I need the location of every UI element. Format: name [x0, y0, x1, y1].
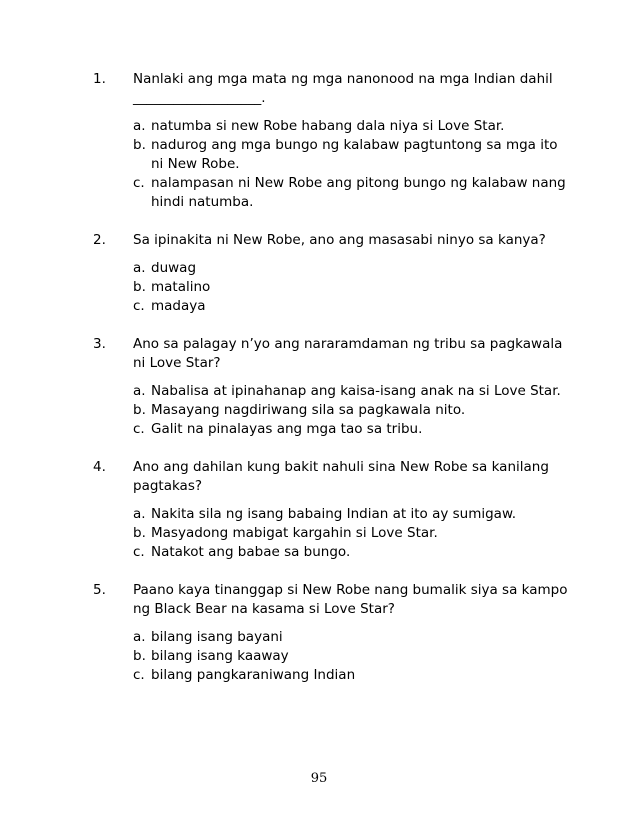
choice-letter: a. [133, 118, 146, 134]
choice-letter: b. [133, 648, 146, 664]
choice-text: Galit na pinalayas ang mga tao sa tribu. [151, 421, 423, 437]
choice-letter: c. [133, 421, 145, 437]
choice-c [133, 543, 573, 562]
choice-letter: b. [133, 402, 146, 418]
choice-b [133, 647, 573, 666]
choice-text: nadurog ang mga bungo ng kalabaw pagtuntong sa mga ito ni New Robe. [151, 137, 558, 172]
question-list [93, 70, 573, 704]
question-text: Paano kaya tinanggap si New Robe nang bumalik siya sa kampo ng Black Bear na kasama si Love Star? [133, 582, 572, 617]
choice-letter: c. [133, 667, 145, 683]
question-2 [93, 231, 573, 316]
choice-letter: c. [133, 544, 145, 560]
choice-letter: a. [133, 383, 146, 399]
question-4 [93, 458, 573, 562]
choice-list [133, 628, 573, 685]
question-1 [93, 70, 573, 212]
choice-letter: b. [133, 525, 146, 541]
choice-text: bilang isang kaaway [151, 648, 289, 664]
question-3 [93, 335, 573, 439]
choice-text: bilang pangkaraniwang Indian [151, 667, 356, 683]
choice-letter: b. [133, 137, 146, 153]
question-number: 4. [93, 459, 106, 475]
choice-text: nalampasan ni New Robe ang pitong bungo ng kalabaw nang hindi natumba. [151, 175, 566, 210]
choice-text: Natakot ang babae sa bungo. [151, 544, 351, 560]
question-number: 5. [93, 582, 106, 598]
choice-letter: c. [133, 298, 145, 314]
choice-c [133, 174, 573, 212]
choice-text: matalino [151, 279, 211, 295]
choice-c [133, 666, 573, 685]
question-text: Ano sa palagay n’yo ang nararamdaman ng tribu sa pagkawala ni Love Star? [133, 336, 567, 371]
question-number: 1. [93, 71, 106, 87]
choice-b [133, 524, 573, 543]
choice-letter: a. [133, 260, 146, 276]
choice-letter: a. [133, 629, 146, 645]
choice-text: bilang isang bayani [151, 629, 283, 645]
question-text: Sa ipinakita ni New Robe, ano ang masasabi ninyo sa kanya? [133, 232, 546, 248]
choice-text: natumba si new Robe habang dala niya si Love Star. [151, 118, 505, 134]
choice-letter: a. [133, 506, 146, 522]
choice-list [133, 382, 573, 439]
choice-letter: c. [133, 175, 145, 191]
question-number: 3. [93, 336, 106, 352]
answer-blank: ___________________. [133, 90, 266, 106]
choice-letter: b. [133, 279, 146, 295]
choice-a [133, 628, 573, 647]
choice-c [133, 420, 573, 439]
choice-text: madaya [151, 298, 206, 314]
choice-list [133, 117, 573, 212]
choice-b [133, 278, 573, 297]
choice-list [133, 259, 573, 316]
choice-a [133, 505, 573, 524]
choice-text: Nakita sila ng isang babaing Indian at ito ay sumigaw. [151, 506, 517, 522]
question-text: Nanlaki ang mga mata ng mga nanonood na mga Indian dahil [133, 71, 553, 87]
question-number: 2. [93, 232, 106, 248]
choice-text: duwag [151, 260, 197, 276]
page-number: 95 [310, 771, 328, 786]
choice-b [133, 136, 573, 174]
choice-text: Masyadong mabigat kargahin si Love Star. [151, 525, 438, 541]
choice-a [133, 117, 573, 136]
question-5 [93, 581, 573, 685]
choice-c [133, 297, 573, 316]
choice-text: Nabalisa at ipinahanap ang kaisa-isang anak na si Love Star. [151, 383, 561, 399]
choice-a [133, 259, 573, 278]
question-text: Ano ang dahilan kung bakit nahuli sina New Robe sa kanilang pagtakas? [133, 459, 554, 494]
choice-b [133, 401, 573, 420]
choice-text: Masayang nagdiriwang sila sa pagkawala nito. [151, 402, 466, 418]
choice-a [133, 382, 573, 401]
choice-list [133, 505, 573, 562]
